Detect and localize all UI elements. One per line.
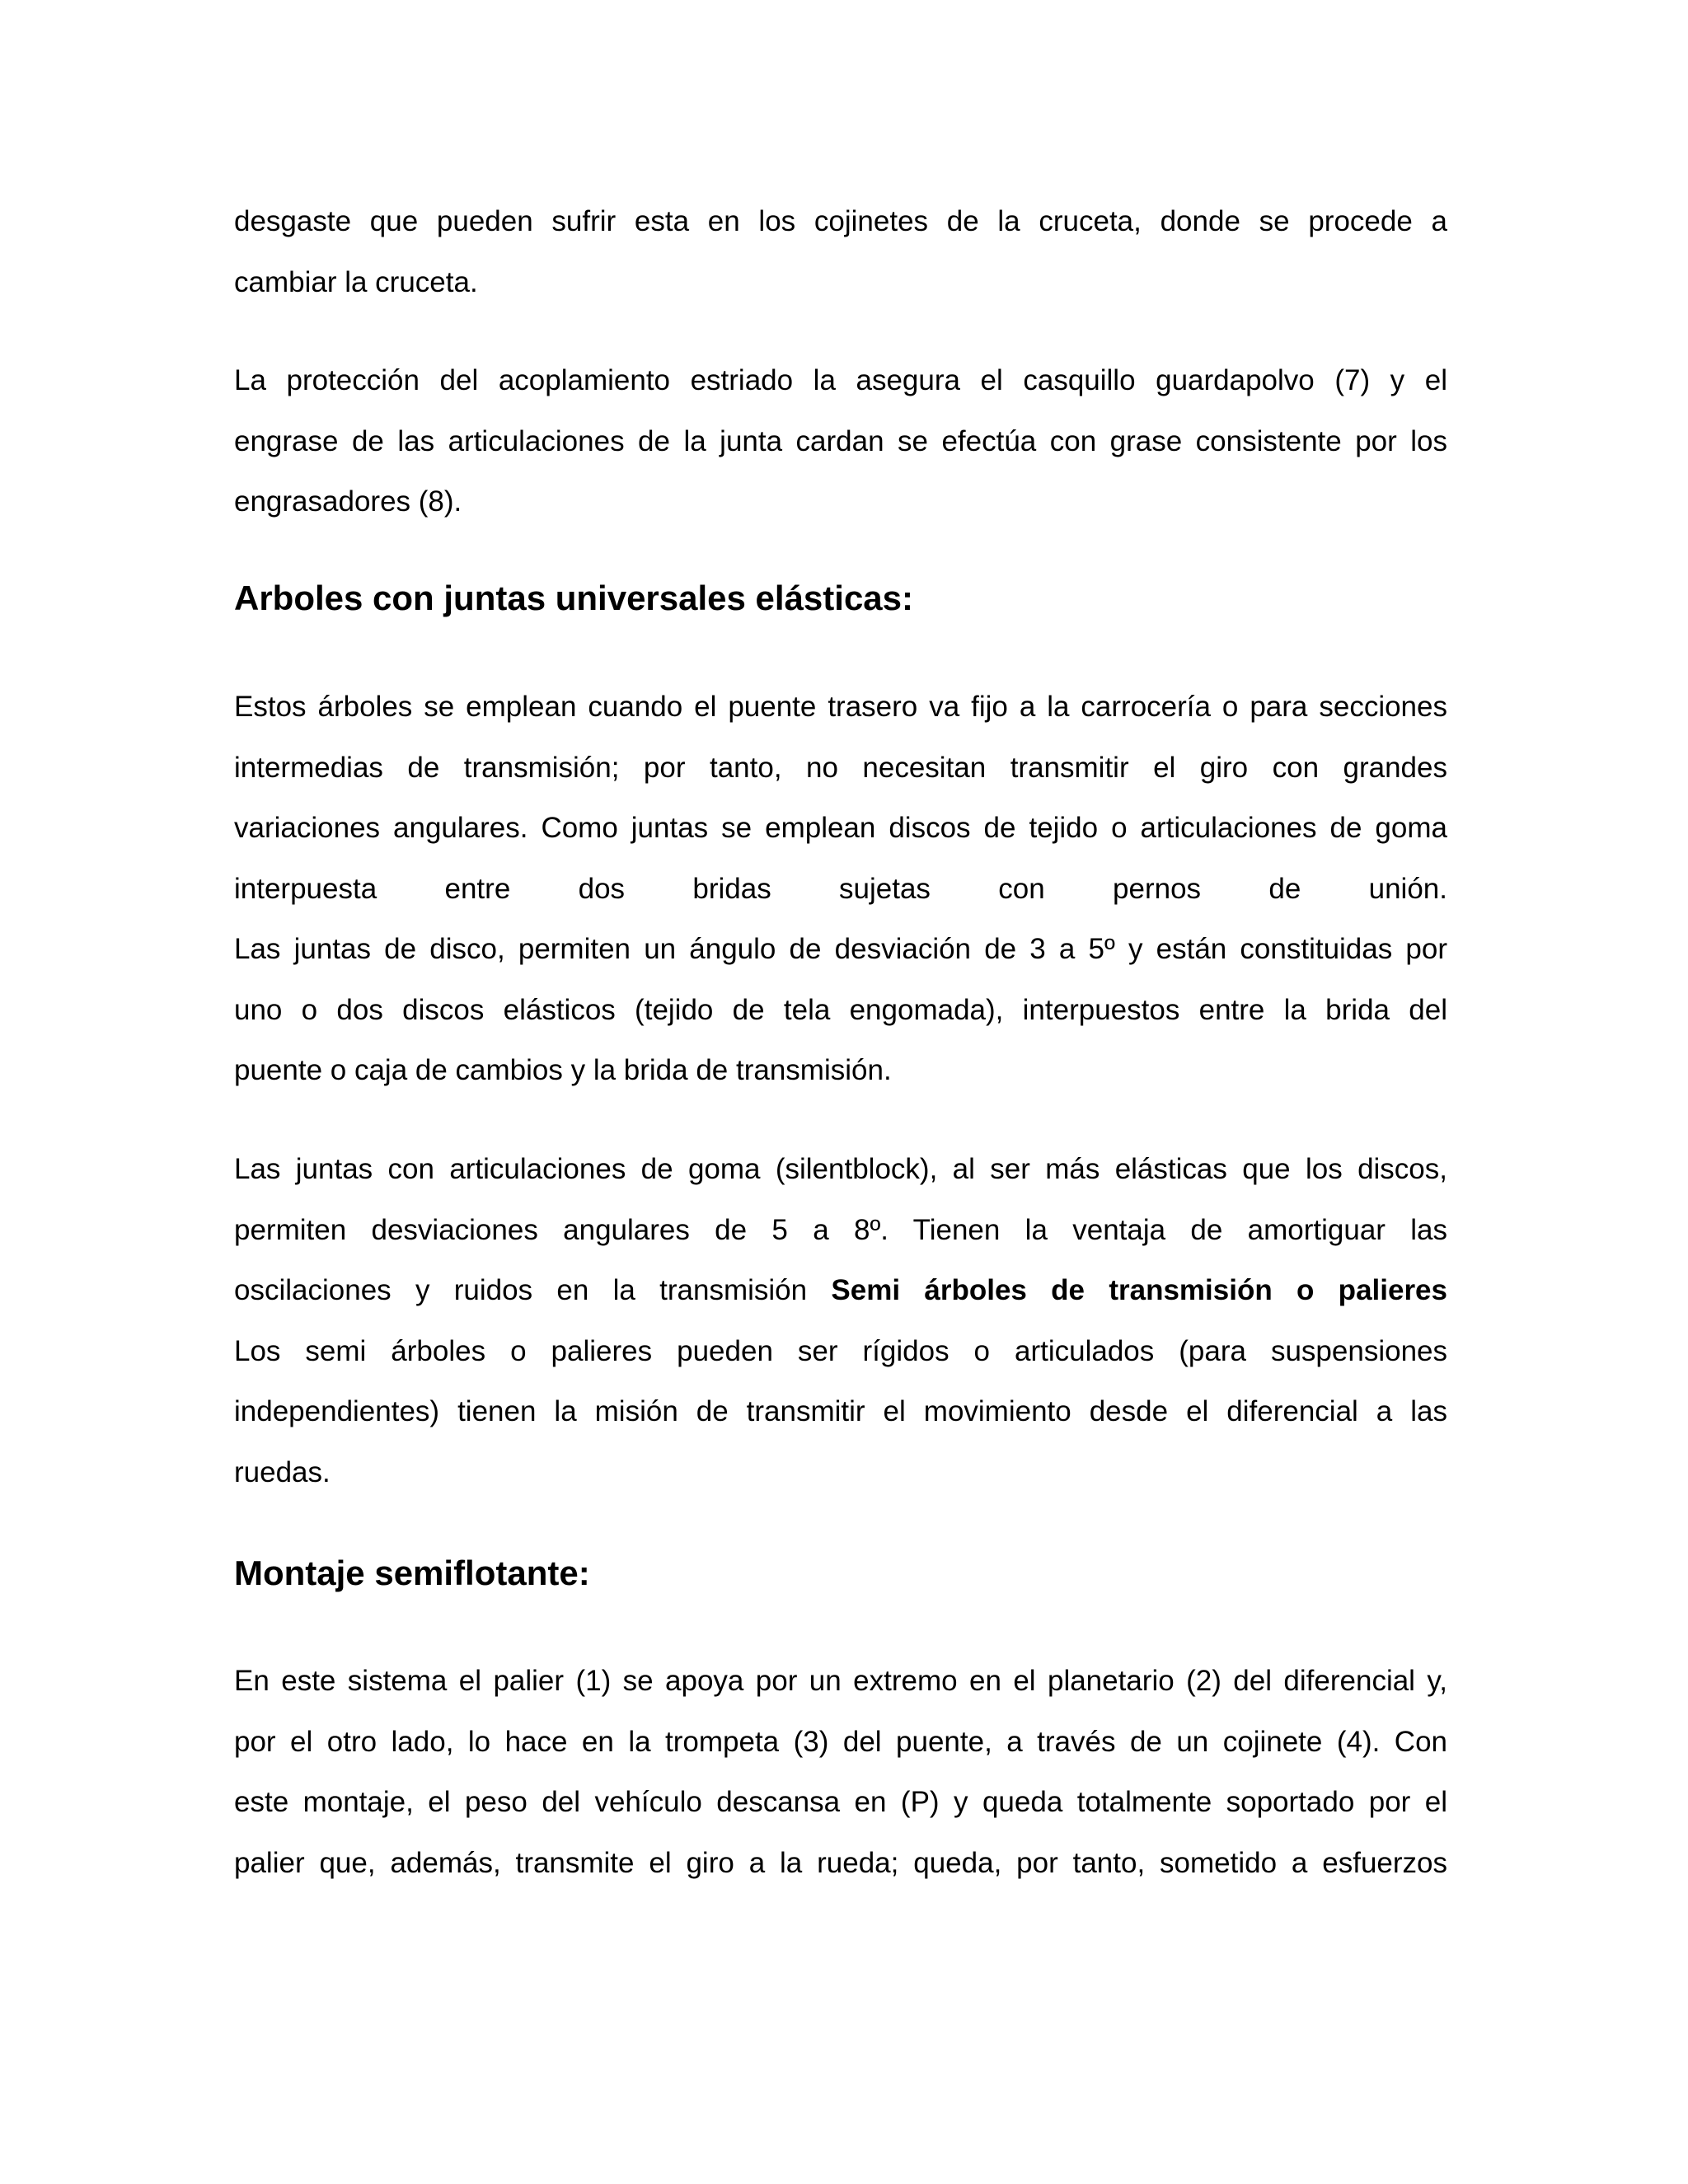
inline-bold-heading: Semi árboles de transmisión o palieres [831,1274,1447,1306]
text-line: palier que, además, transmite el giro a la rueda; queda, por tanto, sometido a esfuerzos [234,1846,1447,1879]
text-line: independientes) tienen la misión de transmitir el movimiento desde el diferencial a las [234,1395,1447,1427]
text-line: En este sistema el palier (1) se apoya por un extremo en el planetario (2) del diferencial y, [234,1665,1447,1697]
text-line: Las juntas de disco, permiten un ángulo de desviación de 3 a 5º y están constituidas por [234,933,1447,965]
text-line: por el otro lado, lo hace en la trompeta (3) del puente, a través de un cojinete (4). Con [234,1725,1447,1758]
text-line: engrase de las articulaciones de la junta cardan se efectúa con grase consistente por los [234,424,1447,457]
paragraph-silentblock [234,1139,1447,1502]
text-line: desgaste que pueden sufrir esta en los cojinetes de la cruceta, donde se procede a [234,205,1447,237]
text-line: ruedas. [234,1455,331,1488]
text-line-mixed [234,1260,1447,1321]
paragraph-arboles-elasticos [234,677,1447,1101]
paragraph-montaje [234,1651,1447,1893]
text-line: interpuesta entre dos bridas sujetas con pernos de unión. [234,872,1447,905]
text-line: puente o caja de cambios y la brida de transmisión. [234,1054,892,1086]
text-line: variaciones angulares. Como juntas se emplean discos de tejido o articulaciones de goma [234,812,1447,844]
paragraph-cruceta [234,191,1447,312]
text-segment: oscilaciones y ruidos en la transmisión [234,1274,808,1306]
text-line: intermedias de transmisión; por tanto, no necesitan transmitir el giro con grandes [234,751,1447,784]
text-line: engrasadores (8). [234,485,462,518]
text-line: cambiar la cruceta. [234,265,478,298]
text-line: Los semi árboles o palieres pueden ser rígidos o articulados (para suspensiones [234,1334,1447,1367]
text-line: permiten desviaciones angulares de 5 a 8º. Tienen la ventaja de amortiguar las [234,1213,1447,1246]
paragraph-proteccion [234,350,1447,532]
text-line: Estos árboles se emplean cuando el puente trasero va fijo a la carrocería o para secciones [234,691,1447,723]
text-line: este montaje, el peso del vehículo descansa en (P) y queda totalmente soportado por el [234,1786,1447,1818]
text-line: Las juntas con articulaciones de goma (silentblock), al ser más elásticas que los discos, [234,1153,1447,1185]
text-line: La protección del acoplamiento estriado la asegura el casquillo guardapolvo (7) y el [234,364,1447,396]
text-line: uno o dos discos elásticos (tejido de tela engomada), interpuestos entre la brida del [234,993,1447,1026]
section-heading-juntas-elasticas: Arboles con juntas universales elásticas: [234,579,914,617]
section-heading-montaje-semiflotante: Montaje semiflotante: [234,1554,590,1592]
